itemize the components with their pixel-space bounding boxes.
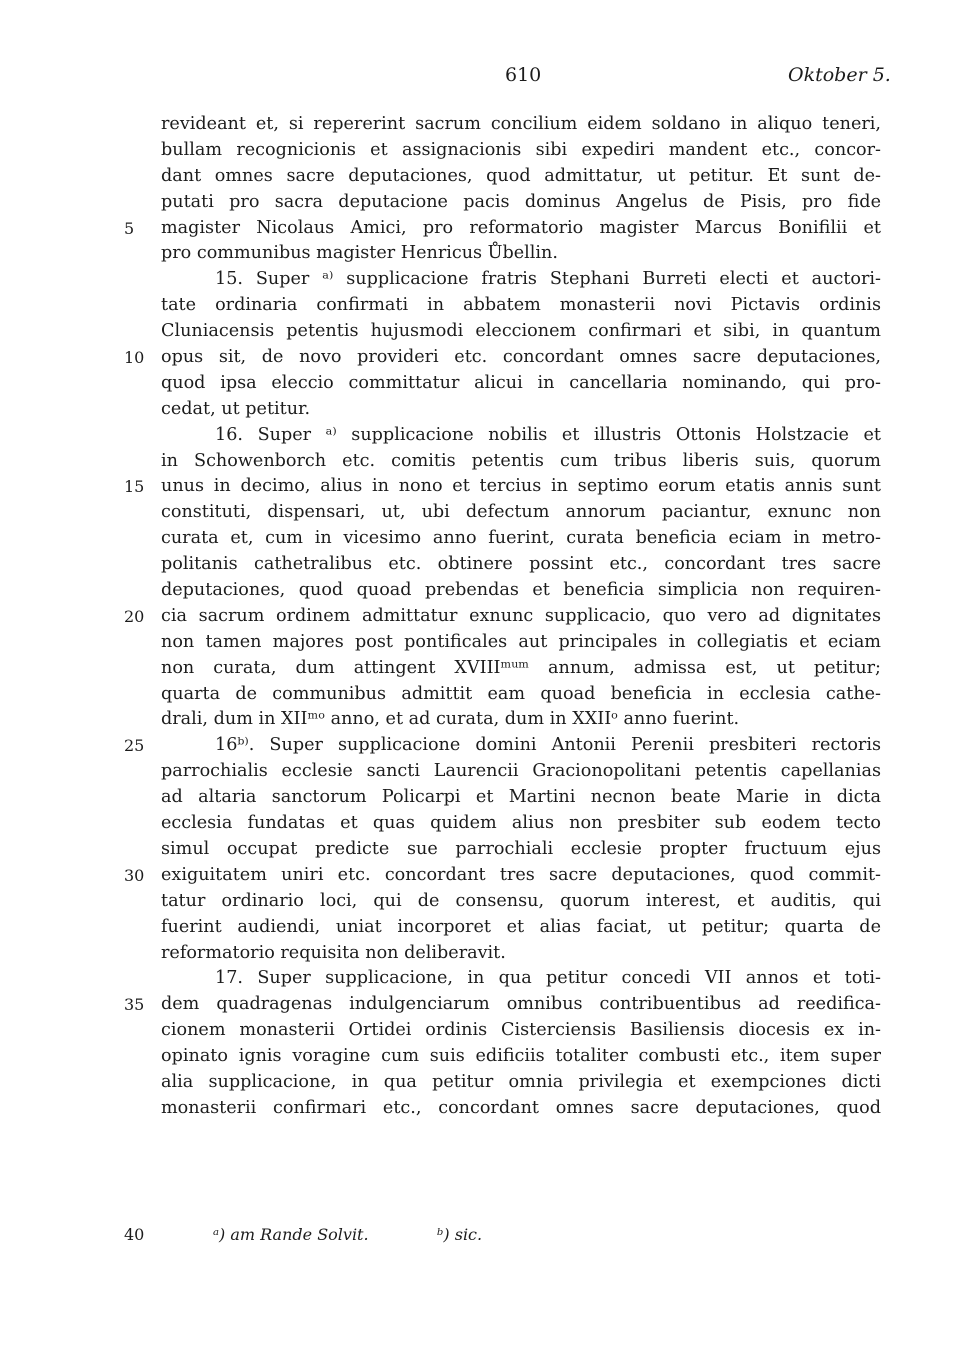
line-text: tatur ordinario loci, qui de consensu, quorum interest, et auditis, qui [161, 890, 881, 911]
text-line [0, 345, 960, 371]
text-line [0, 733, 960, 759]
line-text: ecclesia fundatas et quas quidem alius non presbiter sub eodem tecto [161, 813, 881, 834]
text-line [0, 656, 960, 682]
page-number: 610 [505, 64, 542, 86]
line-number: 30 [124, 865, 145, 885]
text-line [0, 371, 960, 397]
line-number: 35 [124, 995, 145, 1015]
line-text: exiguitatem uniri etc. concordant tres sacre deputaciones, quod commit- [161, 864, 881, 885]
line-text: politanis cathetralibus etc. obtinere possint etc., concordant tres sacre [161, 554, 881, 575]
text-line [0, 604, 960, 630]
text-line [0, 1044, 960, 1070]
line-text: ad altaria sanctorum Policarpi et Martini necnon beate Marie in dicta [161, 787, 881, 808]
footnotes [0, 1225, 960, 1249]
document-body [0, 112, 960, 1122]
line-text: simul occupat predicte sue parrochiali ecclesie propter fructuum ejus [161, 838, 881, 859]
line-text: 15. Super ᵃ⁾ supplicacione fratris Stephani Burreti electi et auctori- [215, 269, 881, 290]
text-line [0, 216, 960, 242]
line-text: unus in decimo, alius in nono et tercius in septimo eorum etatis annis sunt [161, 476, 881, 497]
line-text: fuerint audiendi, uniat incorporet et alias faciat, ut petitur; quarta de [161, 916, 881, 937]
line-text: magister Nicolaus Amici, pro reformatorio magister Marcus Bonifilii et [161, 217, 881, 238]
line-text: dant omnes sacre deputaciones, quod admittatur, ut petitur. Et sunt de- [161, 165, 881, 186]
text-line [0, 319, 960, 345]
line-text: parrochialis ecclesie sancti Laurencii Gracionopolitani petentis capellanias [161, 761, 881, 782]
line-text: alia supplicacione, in qua petitur omnia privilegia et exempciones dicti [161, 1071, 881, 1092]
line-text: in Schowenborch etc. comitis petentis cum tribus liberis suis, quorum [161, 450, 881, 471]
line-text: cia sacrum ordinem admittatur exnunc supplicacio, quo vero ad dignitates [161, 605, 881, 626]
text-line [0, 1018, 960, 1044]
text-line [0, 785, 960, 811]
text-line [0, 423, 960, 449]
line-number: 15 [124, 477, 145, 497]
text-line [0, 474, 960, 500]
text-line [0, 500, 960, 526]
line-text: 16ᵇ⁾. Super supplicacione domini Antonii Perenii presbiteri rectoris [215, 735, 881, 756]
line-text: quod ipsa eleccio committatur alicui in cancellaria nominando, qui pro- [161, 372, 881, 393]
line-text: dem quadragenas indulgenciarum omnibus contribuentibus ad reedifica- [161, 994, 881, 1015]
text-line [0, 1096, 960, 1122]
text-line [0, 112, 960, 138]
line-text: non curata, dum attingent XVIIIᵐᵘᵐ annum, admissa est, ut petitur; [161, 657, 881, 678]
text-line [0, 190, 960, 216]
text-line [0, 863, 960, 889]
line-number: 25 [124, 736, 145, 756]
text-line [0, 526, 960, 552]
text-line [0, 578, 960, 604]
text-line [0, 992, 960, 1018]
text-line [0, 630, 960, 656]
line-text: 16. Super ᵃ⁾ supplicacione nobilis et illustris Ottonis Holstzacie et [215, 424, 881, 445]
footnote-a: ᵃ) am Rande Solvit. [213, 1225, 369, 1244]
line-text: opus sit, de novo provideri etc. concordant omnes sacre deputaciones, [161, 347, 881, 368]
text-line [0, 707, 960, 733]
line-text: deputaciones, quod quoad prebendas et beneficia simplicia non requiren- [161, 580, 881, 601]
footnote-b: ᵇ) sic. [437, 1225, 483, 1244]
line-text: constituti, dispensari, ut, ubi defectum annorum paciantur, exnunc non [161, 502, 881, 523]
line-text: non tamen majores post pontificales aut principales in collegiatis et eciam [161, 631, 881, 652]
text-line [0, 138, 960, 164]
line-text: opinato ignis voragine cum suis edificiis totaliter combusti etc., item super [161, 1046, 881, 1067]
text-line [0, 241, 960, 267]
footnote-line-number: 40 [124, 1225, 145, 1244]
page-header [0, 64, 960, 90]
line-number: 5 [124, 218, 135, 238]
text-line [0, 811, 960, 837]
line-text: cedat, ut petitur. [161, 398, 311, 419]
text-line [0, 267, 960, 293]
line-text: drali, dum in XIIᵐᵒ anno, et ad curata, dum in XXIIᵒ anno fuerint. [161, 709, 740, 730]
line-text: monasterii confirmari etc., concordant omnes sacre deputaciones, quod [161, 1097, 881, 1118]
line-text: curata et, cum in vicesimo anno fuerint, curata beneficia eciam in metro- [161, 528, 881, 549]
line-text: bullam recognicionis et assignacionis sibi expediri mandent etc., concor- [161, 139, 881, 160]
line-text: quarta de communibus admittit eam quoad beneficia in ecclesia cathe- [161, 683, 881, 704]
line-text: revideant et, si repererint sacrum concilium eidem soldano in aliquo teneri, [161, 114, 881, 134]
line-text: pro communibus magister Henricus Ůbellin. [161, 243, 558, 264]
line-text: putati pro sacra deputacione pacis dominus Angelus de Pisis, pro fide [161, 191, 881, 212]
text-line [0, 449, 960, 475]
text-line [0, 1070, 960, 1096]
text-line [0, 397, 960, 423]
text-line [0, 164, 960, 190]
line-text: Cluniacensis petentis hujusmodi eleccionem confirmari et sibi, in quantum [161, 321, 881, 342]
text-line [0, 966, 960, 992]
running-head: Oktober 5. [788, 64, 891, 86]
line-text: 17. Super supplicacione, in qua petitur concedi VII annos et toti- [215, 968, 881, 989]
text-line [0, 837, 960, 863]
line-number: 10 [124, 348, 145, 368]
text-line [0, 759, 960, 785]
line-text: cionem monasterii Ortidei ordinis Cisterciensis Basiliensis diocesis ex in- [161, 1020, 881, 1041]
text-line [0, 889, 960, 915]
text-line [0, 941, 960, 967]
line-text: tate ordinaria confirmati in abbatem monasterii novi Pictavis ordinis [161, 295, 881, 316]
text-line [0, 293, 960, 319]
line-text: reformatorio requisita non deliberavit. [161, 942, 506, 963]
text-line [0, 552, 960, 578]
text-line [0, 682, 960, 708]
line-number: 20 [124, 606, 145, 626]
text-line [0, 915, 960, 941]
